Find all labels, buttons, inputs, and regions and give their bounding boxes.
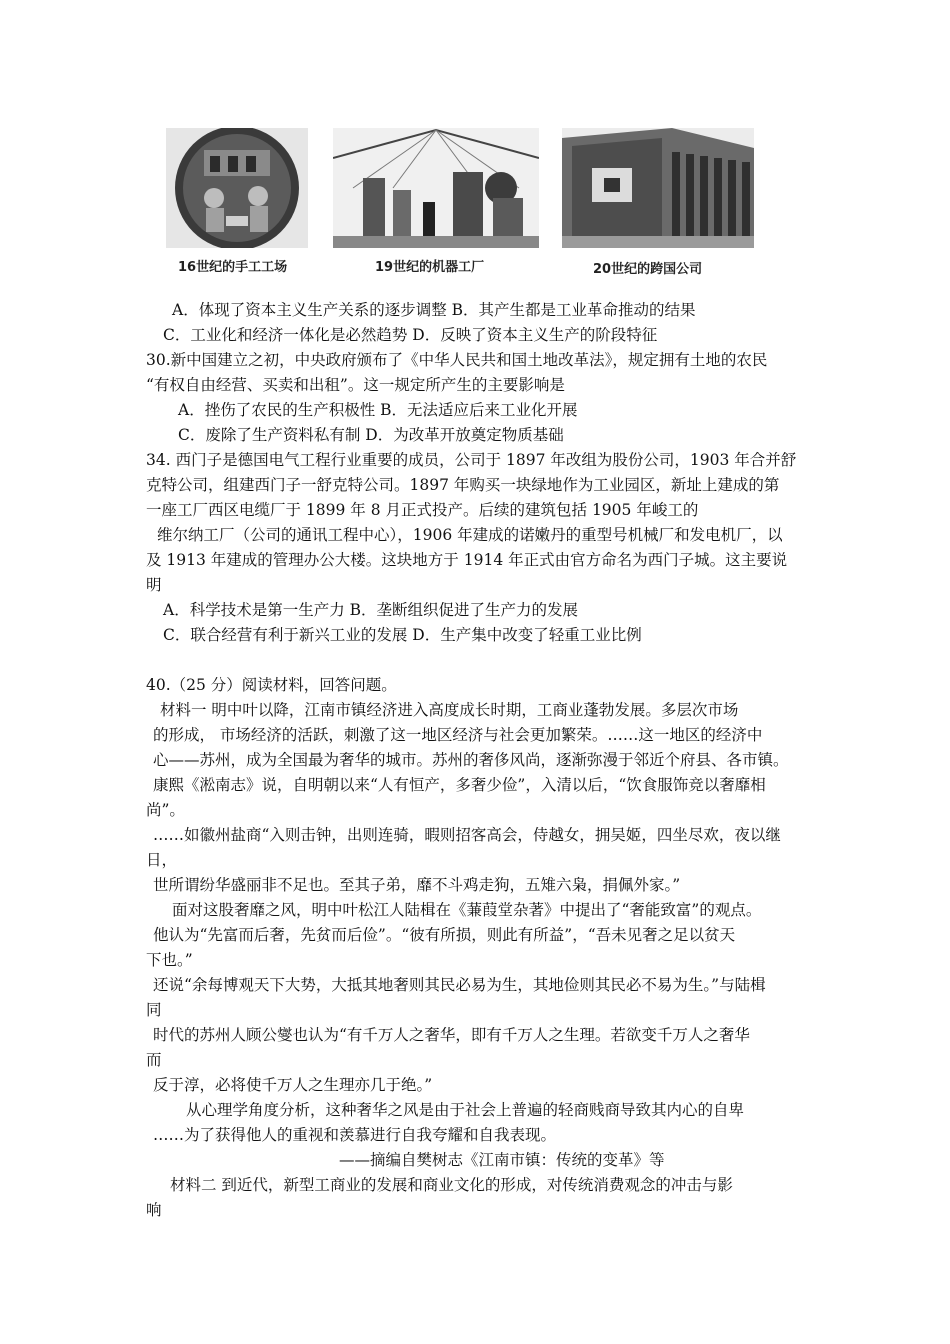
material-line: 同 — [146, 1001, 162, 1019]
question-stem: 及 1913 年建成的管理办公大楼。这块地方于 1914 年正式由官方命名为西门子城。这主要说 — [146, 551, 788, 569]
option-line: C．废除了生产资料私有制 D．为改革开放奠定物质基础 — [178, 426, 564, 444]
image-multinational-company — [562, 128, 754, 248]
material-line: 世所谓纷华盛丽非不足也。至其子弟，靡不斗鸡走狗，五雉六枭，捐佩外家。” — [153, 876, 681, 894]
material-line: 下也。” — [146, 951, 193, 969]
material-line: 康熙《淞南志》说，自明朝以来“人有恒产，多奢少俭”，入清以后，“饮食服饰竞以奢靡相 — [153, 776, 766, 794]
corporate-building-illustration-icon — [562, 128, 754, 248]
question-stem: 一座工厂西区电缆厂于 1899 年 8 月正式投产。后续的建筑包括 1905 年峻工的 — [146, 501, 699, 519]
material-line: 材料二 到近代，新型工商业的发展和商业文化的形成，对传统消费观念的冲击与影 — [170, 1176, 733, 1194]
material-line: 响 — [146, 1201, 162, 1219]
material-line: 他认为“先富而后奢，先贫而后俭”。“彼有所损，则此有所益”，“吾未见奢之足以贫天 — [153, 926, 736, 944]
image-caption: 16世纪的手工工场 — [178, 260, 288, 275]
question-stem: 克特公司，组建西门子一舒克特公司。1897 年购买一块绿地作为工业园区，新址上建成的第 — [146, 476, 780, 494]
image-handicraft-workshop — [166, 128, 308, 248]
option-line: A．科学技术是第一生产力 B．垄断组织促进了生产力的发展 — [163, 601, 579, 619]
source-citation: ——摘编自樊树志《江南市镇：传统的变革》等 — [339, 1151, 665, 1169]
material-line: 还说“余每博观天下大势，大抵其地奢则其民必易为生，其地俭则其民必不易为生。”与陆楫 — [153, 976, 766, 994]
question-stem: 维尔纳工厂（公司的通讯工程中心），1906 年建成的诺嫩丹的重型号机械厂和发电机厂，以 — [157, 526, 783, 544]
question-header: 40.（25 分）阅读材料，回答问题。 — [146, 676, 397, 694]
option-line: C．联合经营有利于新兴工业的发展 D．生产集中改变了轻重工业比例 — [163, 626, 642, 644]
option-line: A．体现了资本主义生产关系的逐步调整 B．其产生都是工业革命推动的结果 — [172, 301, 696, 319]
image-caption: 20世纪的跨国公司 — [593, 262, 703, 277]
image-caption: 19世纪的机器工厂 — [375, 260, 485, 275]
question-stem: 34. 西门子是德国电气工程行业重要的成员，公司于 1897 年改组为股份公司，1903 年合并舒 — [146, 451, 797, 469]
material-line: 心——苏州，成为全国最为奢华的城市。苏州的奢侈风尚，逐渐弥漫于邻近个府县、各市镇。 — [153, 751, 789, 769]
question-stem: 明 — [146, 576, 162, 594]
material-line: 的形成， 市场经济的活跃，刺激了这一地区经济与社会更加繁荣。……这一地区的经济中 — [153, 726, 763, 744]
material-line: 面对这股奢靡之风，明中叶松江人陆楫在《蒹葭堂杂著》中提出了“奢能致富”的观点。 — [172, 901, 762, 919]
material-line: 从心理学角度分析，这种奢华之风是由于社会上普遍的轻商贱商导致其内心的自卑 — [186, 1101, 745, 1119]
material-line: 材料一 明中叶以降，江南市镇经济进入高度成长时期，工商业蓬勃发展。多层次市场 — [160, 701, 739, 719]
material-line: 尚”。 — [146, 801, 185, 819]
question-stem: “有权自由经营、买卖和出租”。这一规定所产生的主要影响是 — [146, 376, 565, 394]
material-line: 时代的苏州人顾公燮也认为“有千万人之奢华，即有千万人之生理。若欲变千万人之奢华 — [153, 1026, 750, 1044]
image-machine-factory — [333, 128, 539, 248]
question-stem: 30.新中国建立之初，中央政府颁布了《中华人民共和国土地改革法》，规定拥有土地的农民 — [146, 351, 768, 369]
material-line: ……如徽州盐商“入则击钟，出则连骑，暇则招客高会，侍越女，拥吴姬，四坐尽欢，夜以继 — [153, 826, 781, 844]
workshop-illustration-icon — [166, 128, 308, 248]
material-line: ……为了获得他人的重视和羡慕进行自我夸耀和自我表现。 — [153, 1126, 557, 1144]
factory-illustration-icon — [333, 128, 539, 248]
option-line: C．工业化和经济一体化是必然趋势 D．反映了资本主义生产的阶段特征 — [163, 326, 658, 344]
material-line: 而 — [146, 1051, 162, 1069]
option-line: A．挫伤了农民的生产积极性 B．无法适应后来工业化开展 — [178, 401, 578, 419]
material-line: 日， — [146, 851, 178, 869]
material-line: 反于淳，必将使千万人之生理亦几于绝。” — [153, 1076, 433, 1094]
